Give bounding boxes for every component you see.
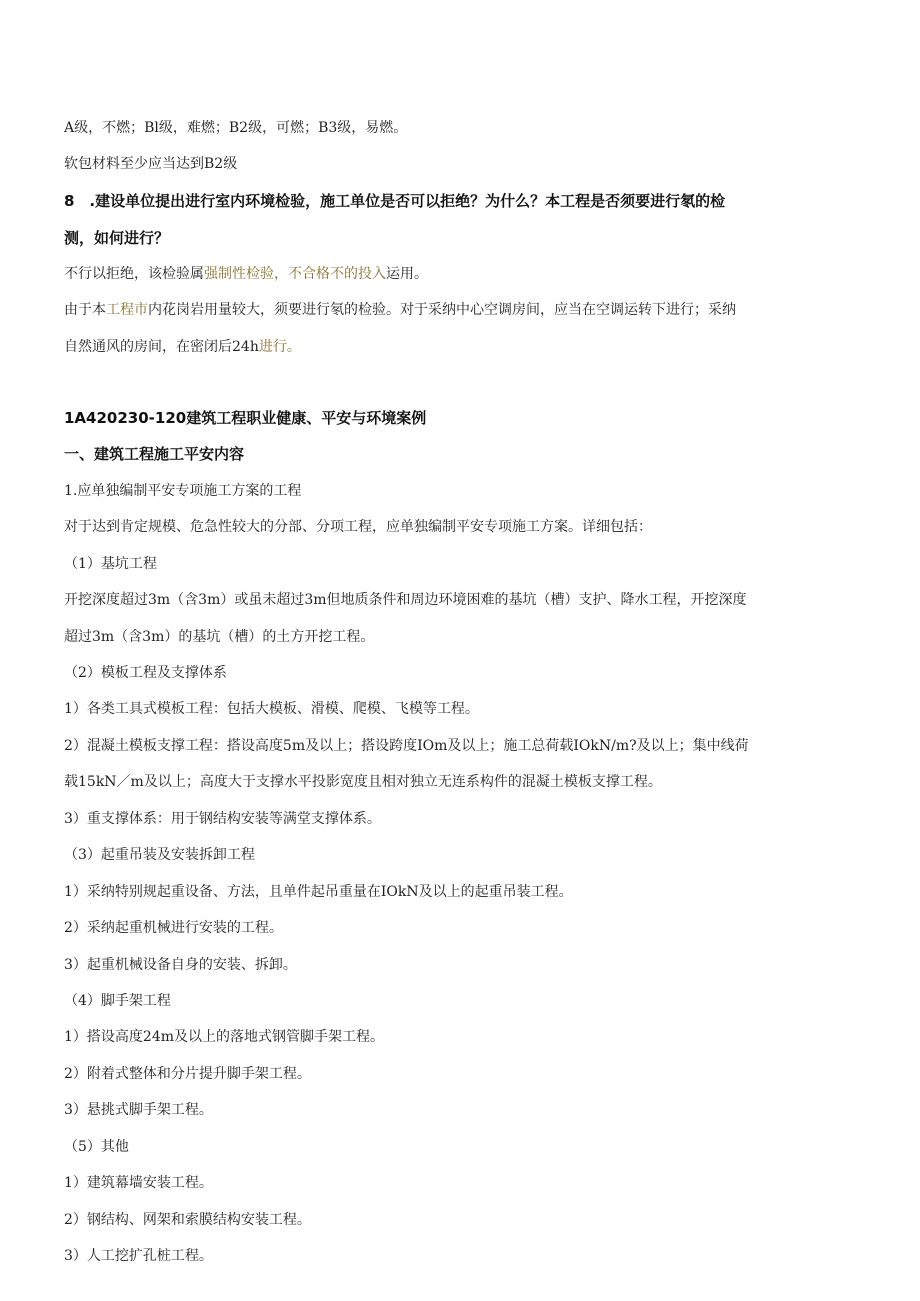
text-line: （5）其他 (64, 1139, 129, 1155)
text-line: 1）采纳特别规起重设备、方法，且单件起吊重量在IOkN及以上的起重吊装工程。 (64, 884, 573, 900)
question-8-line-2: 测，如何进行？ (64, 229, 170, 247)
text-line: 开挖深度超过3m（含3m）或虽未超过3m但地质条件和周边环境困难的基坑（槽）支护、降水工程，开挖深度 (64, 592, 747, 608)
answer-line-1-highlight: 强制性检验，不合格不的投入 (204, 266, 386, 282)
answer-line-3 (64, 337, 301, 357)
subsection-heading: 一、建筑工程施工平安内容 (64, 445, 245, 463)
text-line: 2）钢结构、网架和索膜结构安装工程。 (64, 1212, 311, 1228)
text-line: 载15kN／m及以上；高度大于支撑水平投影宽度且相对独立无连系构件的混凝土模板支撑工程。 (64, 774, 662, 790)
answer-line-2 (64, 300, 736, 320)
text-line: （3）起重吊装及安装拆卸工程 (64, 847, 255, 863)
answer-line-3-part-a: 自然通风的房间，在密闭后24h (64, 339, 259, 355)
text-line: 2）采纳起重机械进行安装的工程。 (64, 920, 283, 936)
answer-line-1-part-c: 运用。 (386, 266, 428, 282)
answer-line-2-part-c: 内花岗岩用量较大，须要进行氡的检验。对于采纳中心空调房间，应当在空调运转下进行；采纳 (148, 302, 736, 318)
answer-line-2-highlight: 工程市 (106, 302, 148, 318)
text-line: 3）重支撑体系：用于钢结构安装等满堂支撑体系。 (64, 811, 381, 827)
answer-line-1-part-a: 不行以拒绝，该检验属 (64, 266, 204, 282)
text-line: 1）搭设高度24m及以上的落地式钢管脚手架工程。 (64, 1029, 384, 1045)
text-line-soft-material: 软包材料至少应当达到B2级 (64, 156, 238, 172)
text-line: （4）脚手架工程 (64, 993, 171, 1009)
question-8-line-1: 8 .建设单位提出进行室内环境检验，施工单位是否可以拒绝？为什么？本工程是否须要进行氡的检 (64, 192, 726, 210)
text-line: 2）附着式整体和分片提升脚手架工程。 (64, 1066, 311, 1082)
answer-line-1 (64, 264, 428, 284)
text-line: 超过3m（含3m）的基坑（槽）的土方开挖工程。 (64, 629, 375, 645)
section-heading: 1A420230-120建筑工程职业健康、平安与环境案例 (64, 409, 427, 427)
answer-line-2-part-a: 由于本 (64, 302, 106, 318)
text-line: 1）各类工具式模板工程：包括大模板、滑模、爬模、飞模等工程。 (64, 701, 479, 717)
answer-line-3-highlight: 进行。 (258, 339, 301, 355)
text-line: （1）基坑工程 (64, 556, 157, 572)
text-line: 对于达到肯定规模、危急性较大的分部、分项工程，应单独编制平安专项施工方案。详细包括： (64, 519, 652, 535)
text-line: （2）模板工程及支撑体系 (64, 665, 227, 681)
text-line: 3）起重机械设备自身的安装、拆卸。 (64, 957, 297, 973)
text-line: 3）悬挑式脚手架工程。 (64, 1102, 213, 1118)
text-line: 2）混凝土模板支撑工程：搭设高度5m及以上；搭设跨度IOm及以上；施工总荷载IOkN/m?及以上；集中线荷 (64, 738, 749, 754)
text-line: 3）人工挖扩孔桩工程。 (64, 1248, 213, 1264)
text-line-fire-ratings: A级，不燃；Bl级，难燃；B2级，可燃；B3级，易燃。 (64, 120, 408, 136)
text-line: 1）建筑幕墙安装工程。 (64, 1175, 213, 1191)
text-line: 1.应单独编制平安专项施工方案的工程 (64, 483, 302, 499)
